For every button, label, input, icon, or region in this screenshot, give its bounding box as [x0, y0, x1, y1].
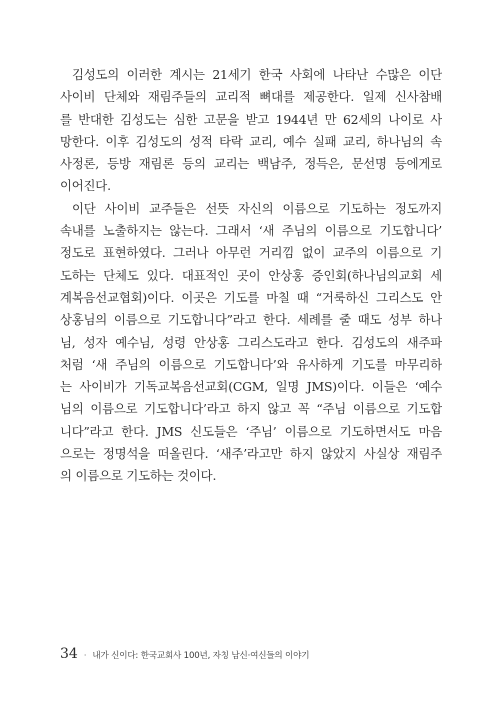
text-line: 사이비 단체와 재림주들의 교리적 뼈대를 제공한다. 일제 신사참배: [60, 89, 442, 105]
text-line: 이어진다.: [60, 178, 111, 194]
text-line: 도하는 단체도 있다. 대표적인 곳이 안상홍 증인회(하나님의교회 세: [60, 267, 442, 283]
running-title: 내가 신이다: 한국교회사 100년, 자칭 남신·여신들의 이야기: [92, 651, 310, 661]
text-line: 니다”라고 한다. JMS 신도들은 ‘주님’ 이름으로 기도하면서도 마음: [60, 423, 442, 439]
text-line: 정도로 표현하였다. 그러나 아무런 거리낌 없이 교주의 이름으로 기: [60, 245, 442, 261]
text-line: 계복음선교협회)이다. 이곳은 기도를 마칠 때 “거룩하신 그리스도 안: [60, 289, 442, 305]
page-footer: [60, 646, 309, 666]
page-number: 34: [60, 646, 78, 662]
paragraph-2: [60, 198, 442, 488]
text-line: 상홍님의 이름으로 기도합니다”라고 한다. 세례를 줄 때도 성부 하나: [60, 312, 442, 328]
text-line: 이단 사이비 교주들은 선뜻 자신의 이름으로 기도하는 정도까지: [72, 200, 442, 216]
text-line: 으로는 정명석을 떠올린다. ‘새주’라고만 하지 않았지 사실상 재림주: [60, 446, 442, 462]
text-line: 처럼 ‘새 주님의 이름으로 기도합니다’와 유사하게 기도를 마무리하: [60, 356, 442, 372]
text-line: 님, 성자 예수님, 성령 안상홍 그리스도라고 한다. 김성도의 새주파: [60, 334, 442, 350]
text-line: 속내를 노출하지는 않는다. 그래서 ‘새 주님의 이름으로 기도합니다’: [60, 223, 442, 239]
paragraph-1: [60, 64, 442, 198]
text-line: 사정론, 등방 재림론 등의 교리는 백남주, 정득은, 문선명 등에게로: [60, 156, 442, 172]
text-line: 김성도의 이러한 계시는 21세기 한국 사회에 나타난 수많은 이단: [72, 67, 442, 82]
text-line: 의 이름으로 기도하는 것이다.: [60, 468, 217, 484]
body-text: [60, 64, 442, 488]
text-line: 는 사이비가 기독교복음선교회(CGM, 일명 JMS)이다. 이들은 ‘예수: [60, 379, 442, 395]
footer-separator: ·: [83, 651, 87, 660]
text-line: 망한다. 이후 김성도의 성적 타락 교리, 예수 실패 교리, 하나님의 속: [60, 133, 442, 149]
text-line: 를 반대한 김성도는 심한 고문을 받고 1944년 만 62세의 나이로 사: [60, 111, 442, 127]
text-line: 님의 이름으로 기도합니다’라고 하지 않고 꼭 “주님 이름으로 기도합: [60, 401, 442, 417]
